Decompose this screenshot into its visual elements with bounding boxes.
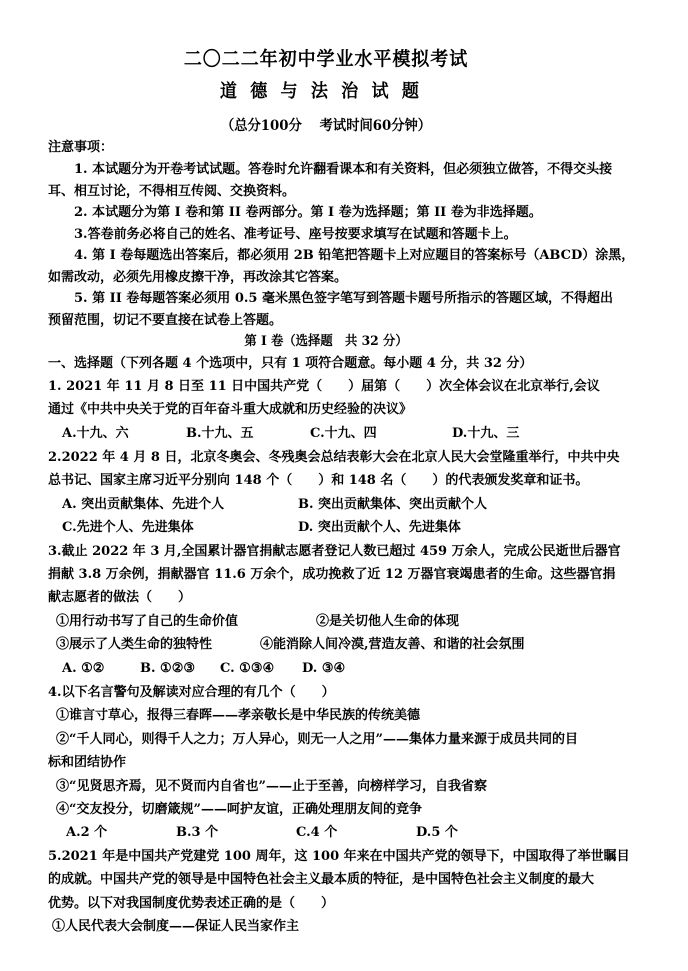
q5-statement-1: ①人民代表大会制度——保证人民当家作主 xyxy=(52,919,300,934)
q3-option-b: B. ①②③ xyxy=(140,661,196,676)
q4-option-b: B.3 个 xyxy=(176,825,219,840)
q3-statement-3: ③展示了人类生命的独特性 xyxy=(56,637,213,652)
q4-statement-2-cont: 标和团结协作 xyxy=(48,755,127,770)
q4-statement-3: ③“见贤思齐焉，见不贤而内自省也”——止于至善，向榜样学习，自我省察 xyxy=(56,779,487,794)
q1-option-c: C.十九、四 xyxy=(310,426,377,441)
q2-stem-cont: 总书记、国家主席习近平分别向 148 个（ ）和 148 名（ ）的代表颁发奖章和证书。 xyxy=(48,473,589,488)
q1-stem: 1. 2021 年 11 月 8 日至 11 日中国共产党（ ）届第（ ）次全体会议在北京举行,会议 xyxy=(48,379,600,394)
subject-title: 道德与法治试题 xyxy=(219,81,433,102)
q2-stem: 2.2022 年 4 月 8 日，北京冬奥会、冬残奥会总结表彰大会在北京人民大会堂隆重举行，中共中央 xyxy=(48,450,620,465)
part1-heading: 第 I 卷（选择题 共 32 分） xyxy=(244,334,408,349)
q2-option-a: A. 突出贡献集体、先进个人 xyxy=(62,497,225,512)
q5-stem-cont-2: 优势。以下对我国制度优势表述正确的是（ ） xyxy=(48,896,335,911)
q4-option-a: A.2 个 xyxy=(66,825,108,840)
q2-option-b: B. 突出贡献集体、突出贡献个人 xyxy=(298,497,488,512)
notes-heading: 注意事项： xyxy=(48,140,114,155)
note-3: 3.答卷前务必将自己的姓名、准考证号、座号按要求填写在试题和答题卡上。 xyxy=(74,227,517,242)
q3-option-d: D. ③④ xyxy=(302,661,346,676)
q3-option-a: A. ①② xyxy=(62,661,105,676)
q3-option-c: C. ①③④ xyxy=(220,661,275,676)
exam-title: 二〇二二年初中学业水平模拟考试 xyxy=(183,48,469,70)
q4-option-c: C.4 个 xyxy=(296,825,338,840)
q1-option-b: B.十九、五 xyxy=(186,426,254,441)
q4-statement-4: ④“交友投分，切磨箴规”——呵护友谊，正确处理朋友间的竞争 xyxy=(56,802,422,817)
q4-statement-1: ①谁言寸草心，报得三春晖——孝亲敬长是中华民族的传统美德 xyxy=(56,708,421,723)
q2-option-c: C.先进个人、先进集体 xyxy=(62,520,194,535)
note-4-cont: 如需改动，必须先用橡皮擦干净，再改涂其它答案。 xyxy=(48,270,348,285)
q4-statement-2: ②“千人同心，则得千人之力；万人异心，则无一人之用”——集体力量来源于成员共同的目 xyxy=(56,732,578,747)
q3-stem: 3.截止 2022 年 3 月,全国累计器官捐献志愿者登记人数已超过 459 万余人，完成公民逝世后器官 xyxy=(48,544,621,559)
note-1: 1. 本试题分为开卷考试试题。答卷时允许翻看课本和有关资料，但必须独立做答，不得交头接 xyxy=(74,162,613,177)
q1-option-d: D.十九、三 xyxy=(452,426,520,441)
exam-meta: （总分100分 考试时间60分钟） xyxy=(221,118,432,134)
q3-statement-2: ②是关切他人生命的体现 xyxy=(316,614,460,629)
q3-statement-1: ①用行动书写了自己的生命价值 xyxy=(56,614,239,629)
note-1-cont: 耳、相互讨论，不得相互传阅、交换资料。 xyxy=(48,184,296,199)
q5-stem: 5.2021 年是中国共产党建党 100 周年，这 100 年来在中国共产党的领导下，中国取得了举世瞩目 xyxy=(48,849,630,864)
note-5-cont: 预留范围，切记不要直接在试卷上答题。 xyxy=(48,313,283,328)
section-1-heading: 一、选择题（下列各题 4 个选项中，只有 1 项符合题意。每小题 4 分，共 32 分） xyxy=(48,356,533,371)
q1-stem-cont: 通过《中共中央关于党的百年奋斗重大成就和历史经验的决议》 xyxy=(48,402,413,417)
q4-option-d: D.5 个 xyxy=(416,825,458,840)
q4-stem: 4.以下名言警句及解读对应合理的有几个（ ） xyxy=(48,685,335,700)
note-4: 4. 第 I 卷每题选出答案后，都必须用 2B 铅笔把答题卡上对应题目的答案标号（ABCD）涂黑， xyxy=(74,248,635,263)
q3-statement-4: ④能消除人间冷漠,营造友善、和谐的社会氛围 xyxy=(260,637,525,652)
q2-option-d: D. 突出贡献个人、先进集体 xyxy=(298,520,461,535)
note-5: 5. 第 II 卷每题答案必须用 0.5 毫米黑色签字笔写到答题卡题号所指示的答题区域，不得超出 xyxy=(74,291,613,306)
q3-stem-cont-2: 献志愿者的做法（ ） xyxy=(48,590,192,605)
q1-option-a: A.十九、六 xyxy=(62,426,129,441)
q5-stem-cont: 的成就。中国共产党的领导是中国特色社会主义最本质的特征，是中国特色社会主义制度的最大 xyxy=(48,872,595,887)
q3-stem-cont: 捐献 3.8 万余例，捐献器官 11.6 万余个，成功挽救了近 12 万器官衰竭患者的生命。这些器官捐 xyxy=(48,567,616,582)
note-2: 2. 本试题分为第 I 卷和第 II 卷两部分。第 I 卷为选择题；第 II 卷为非选择题。 xyxy=(74,205,542,220)
